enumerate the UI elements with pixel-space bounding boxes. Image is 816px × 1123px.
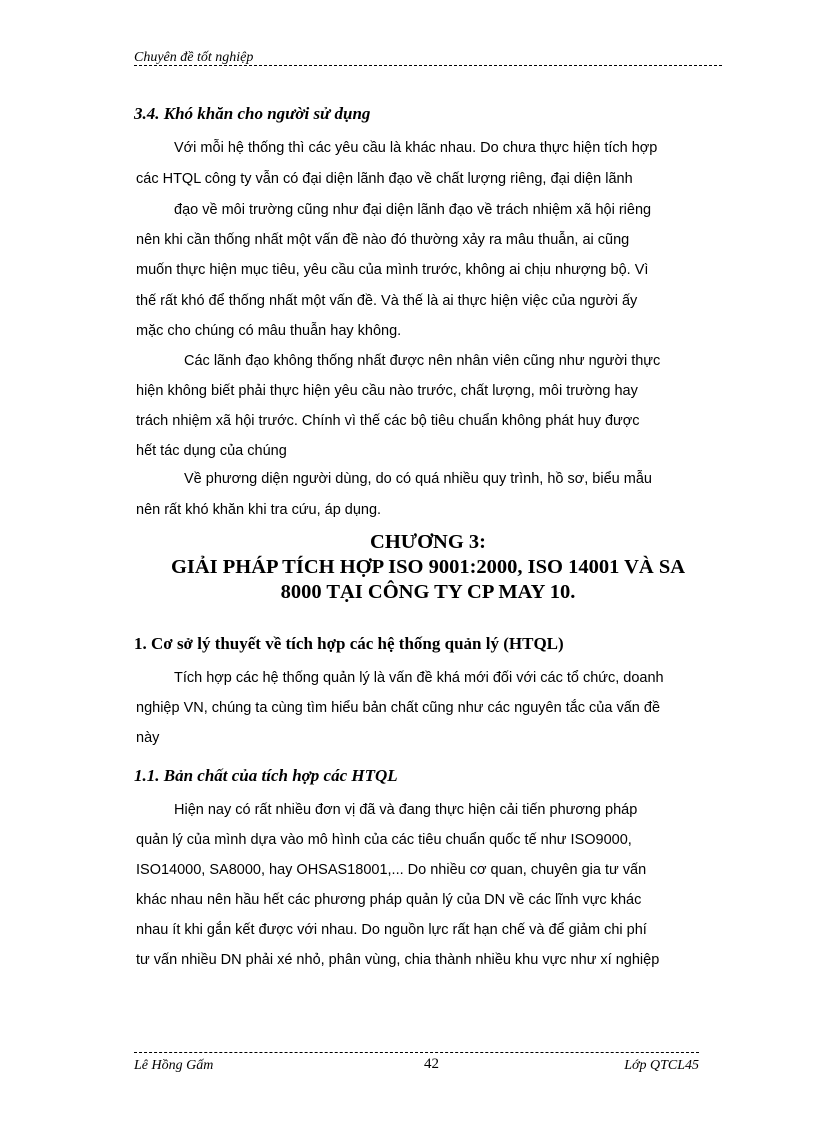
para-line: khác nhau nên hầu hết các phương pháp quản lý của DN về các lĩnh vực khác	[136, 892, 642, 908]
para-line: thế rất khó để thống nhất một vấn đề. Và thế là ai thực hiện việc của người ấy	[136, 293, 638, 309]
chapter-title-line1: GIẢI PHÁP TÍCH HỢP ISO 9001:2000, ISO 14001 VÀ SA	[170, 556, 686, 578]
footer-rule	[134, 1052, 699, 1053]
para-line: Về phương diện người dùng, do có quá nhiều quy trình, hồ sơ, biểu mẫu	[184, 471, 652, 487]
footer-author: Lê Hồng Gấm	[134, 1058, 214, 1073]
section-1-title: 1. Cơ sở lý thuyết về tích hợp các hệ thống quản lý (HTQL)	[134, 634, 564, 653]
para-line: Các lãnh đạo không thống nhất được nên nhân viên cũng như người thực	[184, 353, 661, 369]
para-line: trách nhiệm xã hội trước. Chính vì thế các bộ tiêu chuẩn không phát huy được	[136, 413, 640, 429]
para-line: hết tác dụng của chúng	[136, 443, 287, 459]
footer-class: Lớp QTCL45	[624, 1058, 699, 1073]
para-line: quản lý của mình dựa vào mô hình của các tiêu chuẩn quốc tế như ISO9000,	[136, 832, 632, 848]
para-line: đạo về môi trường cũng như đại diện lãnh đạo về trách nhiệm xã hội riêng	[174, 202, 652, 218]
para-line: nên khi cần thống nhất một vấn đề nào đó thường xảy ra mâu thuẫn, ai cũng	[136, 232, 630, 248]
para-line: tư vấn nhiều DN phải xé nhỏ, phân vùng, chia thành nhiều khu vực như xí nghiệp	[136, 952, 660, 968]
para-line: nên rất khó khăn khi tra cứu, áp dụng.	[136, 502, 382, 518]
para-line: Tích hợp các hệ thống quản lý là vấn đề khá mới đối với các tổ chức, doanh	[174, 670, 664, 686]
para-line: này	[136, 730, 160, 746]
para-line: hiện không biết phải thực hiện yêu cầu nào trước, chất lượng, môi trường hay	[136, 383, 638, 399]
para-line: Với mỗi hệ thống thì các yêu cầu là khác nhau. Do chưa thực hiện tích hợp	[174, 140, 658, 156]
para-line: các HTQL công ty vẫn có đại diện lãnh đạo về chất lượng riêng, đại diện lãnh	[136, 171, 633, 187]
page-header	[134, 50, 722, 66]
para-line: mặc cho chúng có mâu thuẫn hay không.	[136, 323, 402, 339]
header-title: Chuyên đề tốt nghiệp	[134, 50, 254, 65]
para-line: ISO14000, SA8000, hay OHSAS18001,... Do nhiều cơ quan, chuyên gia tư vấn	[136, 862, 647, 878]
para-line: nhau ít khi gắn kết được với nhau. Do nguồn lực rất hạn chế và để giảm chi phí	[136, 922, 647, 938]
header-rule	[134, 65, 722, 66]
page-number: 42	[424, 1056, 439, 1072]
para-line: Hiện nay có rất nhiều đơn vị đã và đang thực hiện cải tiến phương pháp	[174, 802, 638, 818]
section-1-1-title: 1.1. Bản chất của tích hợp các HTQL	[134, 766, 398, 785]
chapter-number: CHƯƠNG 3:	[370, 531, 486, 553]
para-line: muốn thực hiện mục tiêu, yêu cầu của mình trước, không ai chịu nhượng bộ. Vì	[136, 262, 649, 278]
para-line: nghiệp VN, chúng ta cùng tìm hiểu bản chất cũng như các nguyên tắc của vấn đề	[136, 700, 661, 716]
section-3-4-title: 3.4. Khó khăn cho người sử dụng	[134, 104, 371, 123]
chapter-title-line2: 8000 TẠI CÔNG TY CP MAY 10.	[280, 581, 576, 603]
